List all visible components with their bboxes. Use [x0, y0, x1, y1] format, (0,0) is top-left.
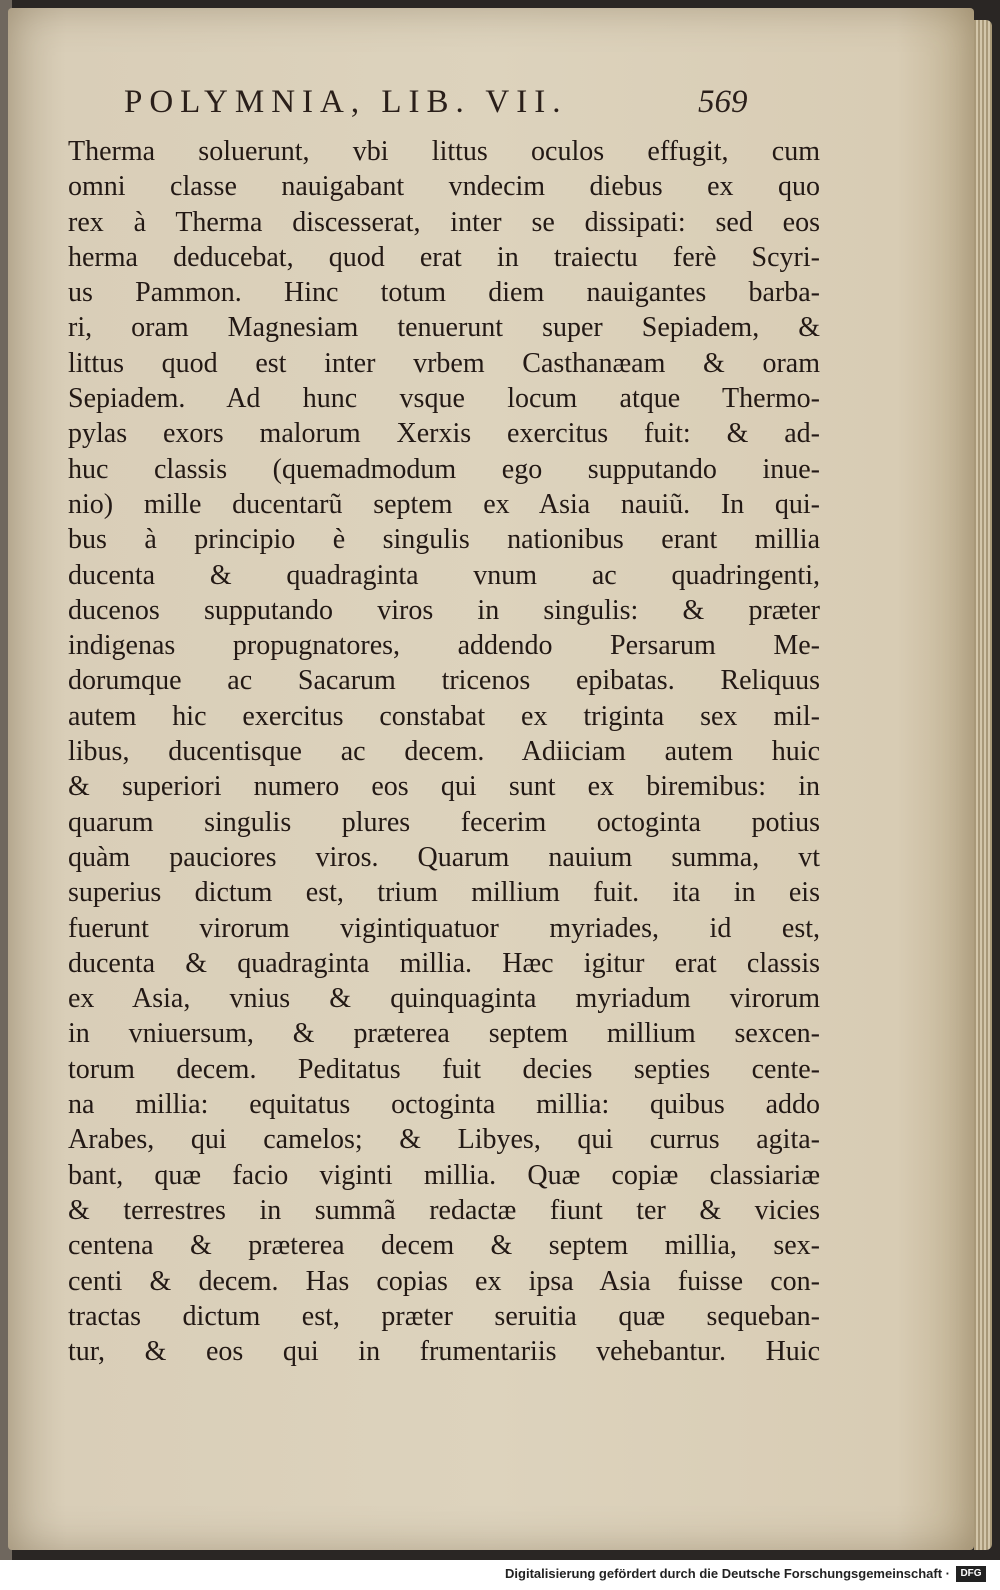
text-line: libus, ducentisque ac decem. Adiiciam autem huic — [68, 736, 820, 768]
text-line: bant, quæ facio viginti millia. Quæ copiæ classiariæ — [68, 1159, 820, 1191]
text-line: ducenos supputando viros in singulis: & præter — [68, 594, 820, 626]
text-line: pylas exors malorum Xerxis exercitus fuit: & ad- — [68, 418, 820, 450]
running-title: POLYMNIA, LIB. VII. — [124, 84, 568, 120]
text-line: centi & decem. Has copias ex ipsa Asia fuisse con- — [68, 1265, 820, 1297]
text-line: dorumque ac Sacarum tricenos epibatas. Reliquus — [68, 665, 820, 697]
text-line: Sepiadem. Ad hunc vsque locum atque Thermo- — [68, 383, 820, 415]
text-line: rex à Therma discesserat, inter se dissipati: sed eos — [68, 206, 820, 238]
text-line: autem hic exercitus constabat ex triginta sex mil- — [68, 700, 820, 732]
text-line: tractas dictum est, præter seruitia quæ sequeban- — [68, 1300, 820, 1332]
text-line: herma deducebat, quod erat in traiectu ferè Scyri- — [68, 241, 820, 273]
text-line: nio) mille ducentarũ septem ex Asia nauiũ. In qui- — [68, 488, 820, 520]
text-line: in vniuersum, & præterea septem millium sexcen- — [68, 1018, 820, 1050]
text-line: ex Asia, vnius & quinquaginta myriadum virorum — [68, 983, 820, 1015]
digitization-footer — [0, 1560, 1000, 1590]
text-line: indigenas propugnatores, addendo Persarum Me- — [68, 630, 820, 662]
body-text — [68, 134, 820, 1369]
page-stack-edge — [974, 20, 992, 1550]
text-line: ri, oram Magnesiam tenuerunt super Sepiadem, & — [68, 312, 820, 344]
dfg-logo-icon: DFG — [956, 1566, 986, 1582]
text-line: Therma soluerunt, vbi littus oculos effugit, cum — [68, 136, 820, 167]
text-line: & terrestres in summã redactæ fiunt ter & vicies — [68, 1194, 820, 1226]
book-page — [8, 8, 974, 1550]
text-line: quàm pauciores viros. Quarum nauium summa, vt — [68, 841, 820, 873]
text-line: littus quod est inter vrbem Casthanæam & oram — [68, 347, 820, 379]
text-line: centena & præterea decem & septem millia, sex- — [68, 1230, 820, 1262]
text-line: quarum singulis plures fecerim octoginta potius — [68, 806, 820, 838]
text-line: ducenta & quadraginta vnum ac quadringenti, — [68, 559, 820, 591]
text-line: superius dictum est, trium millium fuit. ita in eis — [68, 877, 820, 909]
text-line: tur, & eos qui in frumentariis vehebantur. Huic — [68, 1336, 820, 1368]
text-line: Arabes, qui camelos; & Libyes, qui currus agita- — [68, 1124, 820, 1156]
text-line: ducenta & quadraginta millia. Hæc igitur erat classis — [68, 947, 820, 979]
text-line: fuerunt virorum vigintiquatuor myriades, id est, — [68, 912, 820, 944]
text-line: huc classis (quemadmodum ego supputando inue- — [68, 453, 820, 485]
page-header — [8, 78, 974, 126]
text-line: us Pammon. Hinc totum diem nauigantes barba- — [68, 277, 820, 309]
page-number: 569 — [698, 84, 748, 120]
text-line: & superiori numero eos qui sunt ex biremibus: in — [68, 771, 820, 803]
funding-credit: Digitalisierung gefördert durch die Deutsche Forschungsgemeinschaft · — [505, 1566, 950, 1581]
text-line: bus à principio è singulis nationibus erant millia — [68, 524, 820, 556]
text-line: omni classe nauigabant vndecim diebus ex quo — [68, 171, 820, 203]
text-line: na millia: equitatus octoginta millia: quibus addo — [68, 1089, 820, 1121]
text-line: torum decem. Peditatus fuit decies septies cente- — [68, 1053, 820, 1085]
